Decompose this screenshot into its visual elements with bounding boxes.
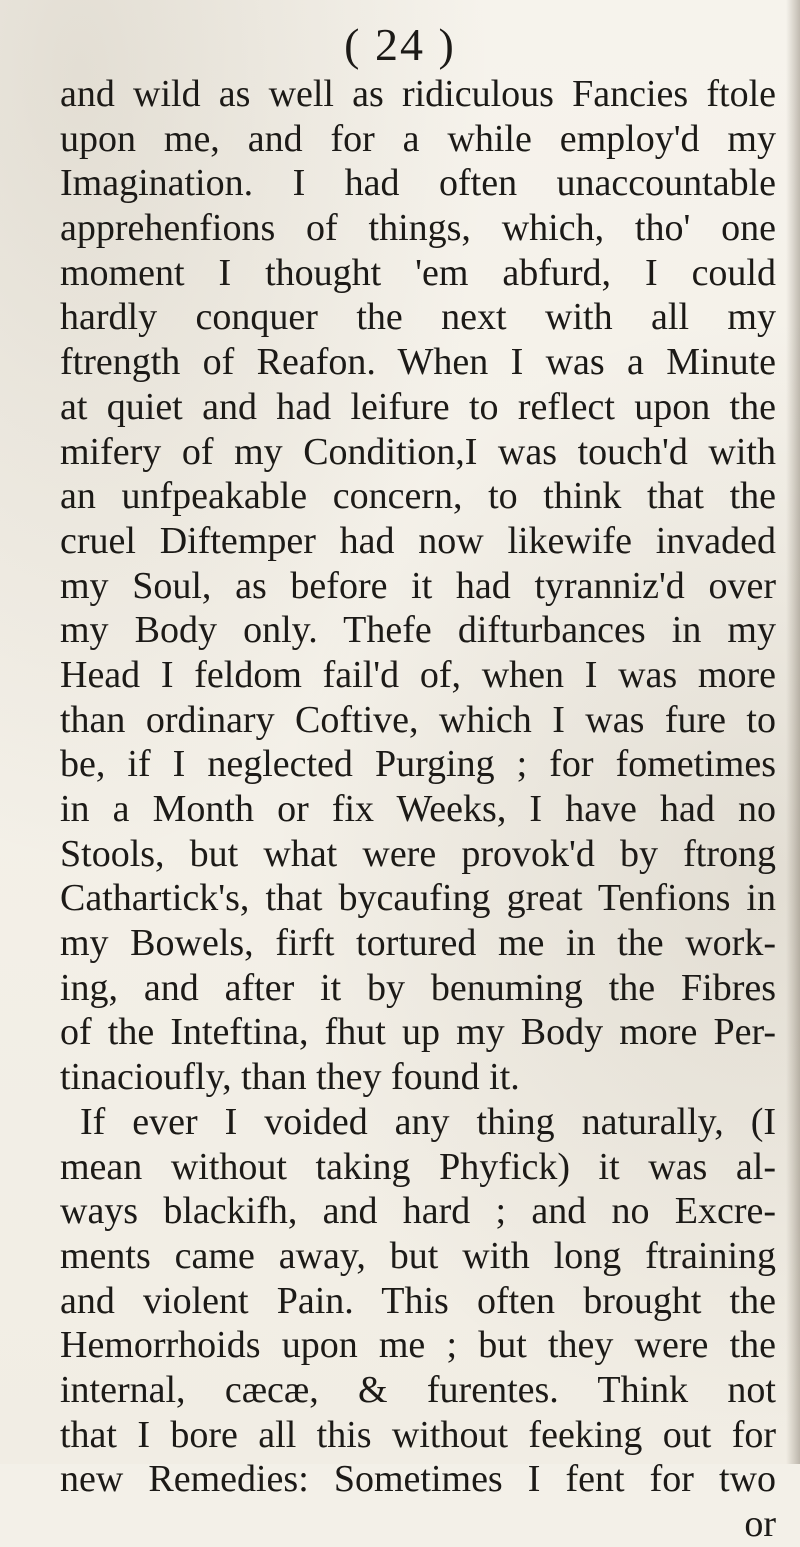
catchword: or — [744, 1503, 776, 1545]
text-line: my Soul, as before it had tyranniz'd over — [60, 564, 776, 607]
text-line: ways blackifh, and hard ; and no Excre- — [60, 1190, 776, 1233]
page-number: ( 24 ) — [344, 19, 456, 70]
text-line: hardly conquer the next with all my — [60, 296, 776, 339]
text-line: Imagination. I had often unaccountable — [60, 162, 776, 205]
text-line: my Bowels, firft tortured me in the work- — [60, 922, 776, 965]
text-line: Stools, but what were provok'd by ftrong — [60, 832, 776, 875]
text-line: apprehenfions of things, which, tho' one — [60, 207, 776, 250]
text-line: mean without taking Phyfick) it was al- — [60, 1145, 776, 1188]
text-line: cruel Diftemper had now likewife invaded — [60, 519, 776, 562]
text-line: ftrength of Reafon. When I was a Minute — [60, 341, 776, 384]
text-line: an unfpeakable concern, to think that the — [60, 475, 776, 518]
text-line: upon me, and for a while employ'd my — [60, 117, 776, 160]
page-edge-shadow — [786, 0, 800, 1464]
text-line: Hemorrhoids upon me ; but they were the — [60, 1324, 776, 1367]
text-line: be, if I neglected Purging ; for fometimes — [60, 743, 776, 786]
text-line: in a Month or fix Weeks, I have had no — [60, 788, 776, 830]
text-line: moment I thought 'em abfurd, I could — [60, 251, 776, 294]
body-text — [60, 72, 776, 1547]
text-line: than ordinary Coftive, which I was fure to — [60, 698, 776, 741]
text-line: that I bore all this without feeking out for — [60, 1413, 776, 1456]
text-line: at quiet and had leifure to reflect upon the — [60, 385, 776, 428]
text-line: ing, and after it by benuming the Fibres — [60, 966, 776, 1009]
text-line: ments came away, but with long ftraining — [60, 1234, 776, 1277]
text-line: my Body only. Thefe difturbances in my — [60, 609, 776, 652]
text-line: tinacioufly, than they found it. — [60, 1056, 520, 1099]
text-line: Head I feldom fail'd of, when I was more — [60, 653, 776, 696]
text-line: of the Inteftina, fhut up my Body more Per- — [60, 1011, 776, 1054]
text-line: and wild as well as ridiculous Fancies ftole — [60, 73, 776, 115]
text-line: mifery of my Condition,I was touch'd with — [60, 430, 776, 473]
text-line: new Remedies: Sometimes I fent for two — [60, 1458, 776, 1501]
text-line: Cathartick's, that bycaufing great Tenfions in — [60, 877, 776, 920]
text-line: internal, cæcæ, & furentes. Think not — [60, 1368, 776, 1411]
text-line: If ever I voided any thing naturally, (I — [80, 1100, 776, 1143]
text-line: and violent Pain. This often brought the — [60, 1279, 776, 1322]
